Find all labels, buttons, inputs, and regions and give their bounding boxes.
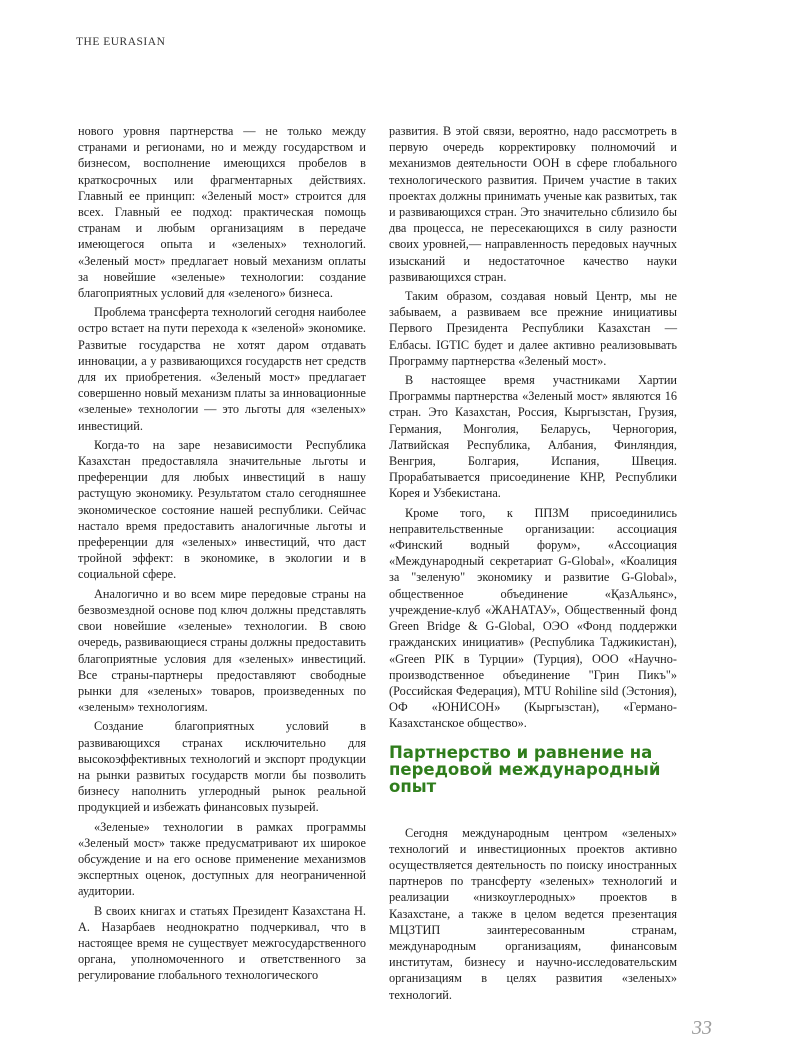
paragraph: Сегодня международным центром «зеленых» технологий и инвестиционных проектов активно осуществляется деятельность по поиску иностранных партнеров по трансферту «зеленых» технологий и реализации «низкоуглеродных» проектов в Казахстане, а также в целом ведется презентация МЦЗТИП заинтересованным странам, международным организациям, финансовым институтам, бизнесу и научно-исследовательским организациям в целях развития «зеленых» технологий. xyxy=(389,825,677,1002)
left-column xyxy=(78,123,366,987)
paragraph: развития. В этой связи, вероятно, надо рассмотреть в первую очередь корректировку полномочий и механизмов деятельности ООН в сфере глобального технологического развития. Причем участие в таких проектах должны принимать ученые как развитых, так и развивающихся стран. Это значительно сблизило бы два процесса, не пересекающихся в силу разности своих уровней,— направленность передовых научных изысканий и недостаточное качество науки развивающихся стран. xyxy=(389,124,677,284)
paragraph: «Зеленые» технологии в рамках программы «Зеленый мост» также предусматривают их широкое обсуждение и на его основе применение механизмов экспертных оценок, доступных для неограниченной аудитории. xyxy=(78,819,366,899)
paragraph: Создание благоприятных условий в развивающихся странах исключительно для высокоэффективных технологий и экспорт продукции на рынки развитых государств могли бы позволить бизнесу наполнить углеродный рынок реальной продукцией и избежать финансовых пузырей. xyxy=(78,719,366,815)
paragraph: Проблема трансферта технологий сегодня наиболее остро встает на пути перехода к «зеленой» экономике. Развитые государства не хотят даром отдавать инновации, а у развивающихся государств нет средств для их приобретения. «Зеленый мост» предлагает совершенно новый механизм платы за инновационные «зеленые» технологии — это льготы для «зеленых» инвестиций. xyxy=(78,305,366,433)
paragraph: Когда-то на заре независимости Республика Казахстан предоставляла значительные льготы и преференции для любых инвестиций в нашу растущую экономику. Результатом стало сегодняшнее экономическое состояние нашей республики. Сейчас настало время предоставить аналогичные льготы и преференции для «зеленых» инвестиций, что даст тройной эффект: в экономике, в экологии и в социальной сфере. xyxy=(78,437,366,582)
paragraph: Таким образом, создавая новый Центр, мы не забываем, а развиваем все прежние инициативы Первого Президента Республики Казахстан — Елбасы. IGTIC будет и далее активно реализовывать Программу партнерства «Зеленый мост». xyxy=(389,289,677,368)
paragraph: нового уровня партнерства — не только между странами и регионами, но и между государством и бизнесом, восполнение имеющихся пробелов в краткосрочных или фрагментарных действиях. Главный ее принцип: «Зеленый мост» строится для всех. Главный ее подход: практическая помощь странам и любым организациям в передаче имеющегося опыта и «зеленых» технологий. «Зеленый мост» предлагает новый механизм оплаты за новейшие «зеленые» технологии: создание благоприятных условий для «зеленого» бизнеса. xyxy=(78,124,366,301)
running-head: THE EURASIAN xyxy=(76,36,166,48)
paragraph: Аналогично и во всем мире передовые страны на безвозмездной основе под ключ должны представлять свои новейшие «зеленые» технологии. В свою очередь, развивающиеся страны должны предоставить благоприятные условия для «зеленых» инвестиций. Все страны-партнеры предоставляют свободные рынки для «зеленых» товаров, произведенных по «зеленым» технологиям. xyxy=(78,586,366,715)
right-column xyxy=(389,123,677,1006)
page-number: 33 xyxy=(692,1017,712,1039)
paragraph: В настоящее время участниками Хартии Программы партнерства «Зеленый мост» являются 16 стран. Это Казахстан, Россия, Кыргызстан, Грузия, Германия, Монголия, Беларусь, Черногория, Латвийская Республика, Албания, Финляндия, Венгрия, Болгария, Испания, Швеция. Прорабатывается присоединение КНР, Республики Корея и Узбекистана. xyxy=(389,373,677,501)
paragraph: В своих книгах и статьях Президент Казахстана Н. А. Назарбаев неоднократно подчеркивал, что в настоящее время не существует межгосударственного органа, уполномоченного и ответственного за регулирование глобального технологического xyxy=(78,903,366,983)
paragraph: Кроме того, к ППЗМ присоединились неправительственные организации: ассоциация «Финский водный форум», «Ассоциация «Международный секретариат G-Global», «Коалиция за "зеленую" экономику и развитие G-Global», общественное объединение «ҚазАльянс», учреждение-клуб «ЖАНАТАУ», Общественный фонд Green Bridge & G-Global, ОЭО «Фонд поддержки гражданских инициатив» (Республика Таджикистан), «Green PIK в Турции» (Турция), ООО «Научно-производственное объединение "Грин Пикъ"» (Российская Федерация), MTU Rohiline sild (Эстония), ОФ «ЮНИСОН» (Кыргызстан), «Германо-Казахстанское общество». xyxy=(389,505,677,731)
section-heading: Партнерство и равнение на передовой международный опыт xyxy=(389,742,661,796)
